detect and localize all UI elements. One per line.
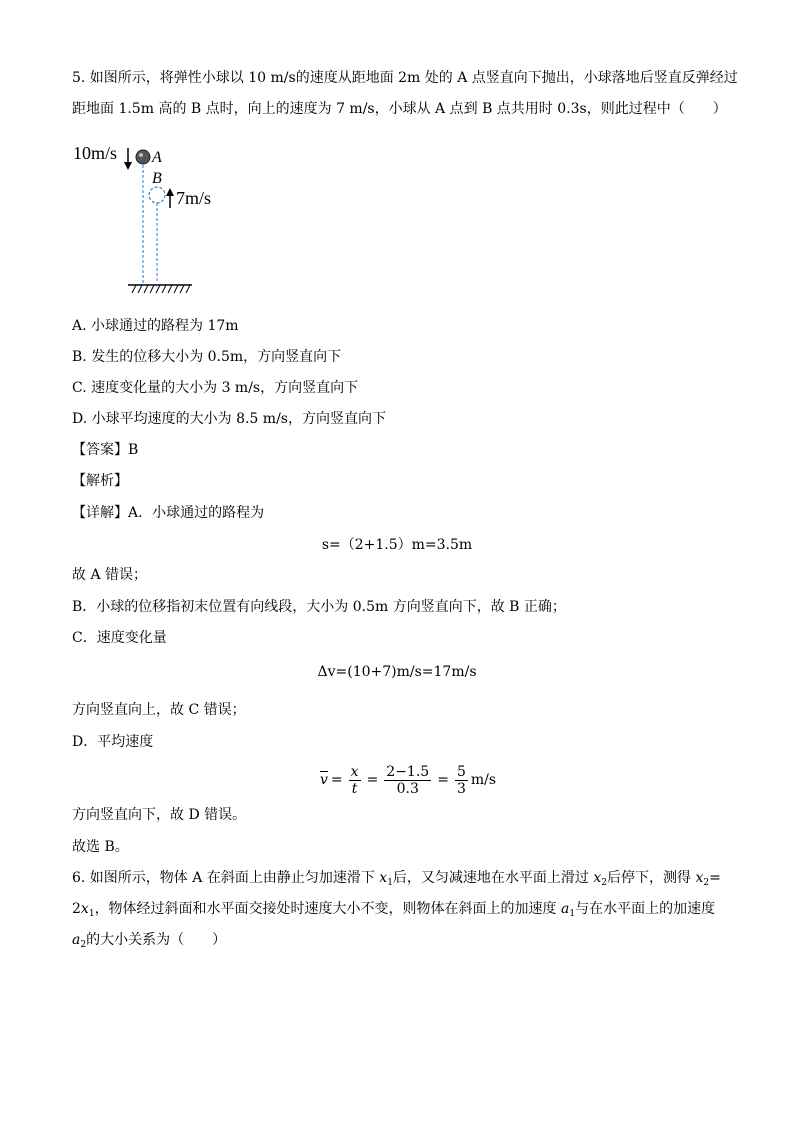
conclusion-d: 方向竖直向下，故 D 错误。 [72, 807, 247, 823]
analysis-label: 【解析】 [72, 473, 128, 489]
figure-label-v-up: 7m/s [176, 188, 212, 208]
detail-a-text: A．小球通过的路程为 [128, 505, 265, 521]
answer-value: B [128, 442, 139, 458]
detail-b: B．小球的位移指初末位置有向线段，大小为 0.5m 方向竖直向下，故 B 正确； [72, 599, 566, 615]
formula-vbar-lhs: $\overline{v}$ [320, 772, 328, 788]
q6-stem-line3: $a_2$的大小关系为（ ） [72, 932, 227, 950]
final-answer: 故选 B。 [72, 839, 129, 855]
conclusion-c: 方向竖直向上，故 C 错误； [72, 702, 246, 718]
q5-option-d: D. 小球平均速度的大小为 8.5 m/s，方向竖直向下 [72, 411, 386, 427]
detail-d: D．平均速度 [72, 734, 154, 750]
answer-line [72, 440, 138, 460]
q5-figure [70, 140, 230, 302]
figure-label-A: A [152, 149, 162, 166]
formula-vbar-unit: m/s [470, 772, 497, 788]
q6-stem-line1: 6. 如图所示，物体 A 在斜面上由静止匀加速滑下 $x_1$后，又匀减速地在水平面上滑过 $x_2$后停下，测得 $x_2=$ [72, 870, 721, 888]
ball-icon [136, 150, 150, 164]
conclusion-a: 故 A 错误； [72, 567, 148, 583]
frac-result: $\frac{5}{3}$ [456, 763, 466, 797]
ground-hatch [132, 285, 190, 293]
q5-option-b: B. 发生的位移大小为 0.5m，方向竖直向下 [72, 349, 342, 365]
down-arrow-head [124, 162, 132, 170]
figure-label-v-down: 10m/s [73, 143, 118, 163]
up-arrow-head [166, 188, 174, 196]
detail-c: C．速度变化量 [72, 630, 167, 646]
q5-option-a: A. 小球通过的路程为 17m [72, 318, 239, 334]
q5-stem-line1: 5. 如图所示，将弹性小球以 10 m/s的速度从距地面 2m 处的 A 点竖直向下抛出，小球落地后竖直反弹经过 [72, 70, 738, 86]
detail-label: 【详解】 [72, 505, 128, 521]
formula-dv: Δv=(10+7)m/s=17m/s [317, 664, 477, 680]
formula-s: s=（2+1.5）m=3.5m [321, 537, 473, 553]
q5-stem-line2: 距地面 1.5m 高的 B 点时，向上的速度为 7 m/s，小球从 A 点到 B 点共用时 0.3s，则此过程中（ ） [72, 101, 727, 117]
frac-x-t: $\frac{x}{t}$ [350, 763, 359, 797]
figure-label-B: B [152, 170, 162, 187]
frac-values: $\frac{2-1.5}{0.3}$ [386, 763, 430, 797]
formula-vbar: $\overline{v}$ = $\frac{x}{t}$ = $\frac{2-1.5}{0.3}$ = $\frac{5}{3}$ m/s [320, 763, 497, 797]
answer-label: 【答案】 [72, 442, 128, 458]
q5-option-c: C. 速度变化量的大小为 3 m/s，方向竖直向下 [72, 380, 359, 396]
detail-a-line [72, 503, 264, 523]
q6-stem-line2: $2x_1$，物体经过斜面和水平面交接处时速度大小不变，则物体在斜面上的加速度 $a_1$与在水平面上的加速度 [72, 901, 716, 919]
ball-dashed-icon [149, 187, 165, 203]
